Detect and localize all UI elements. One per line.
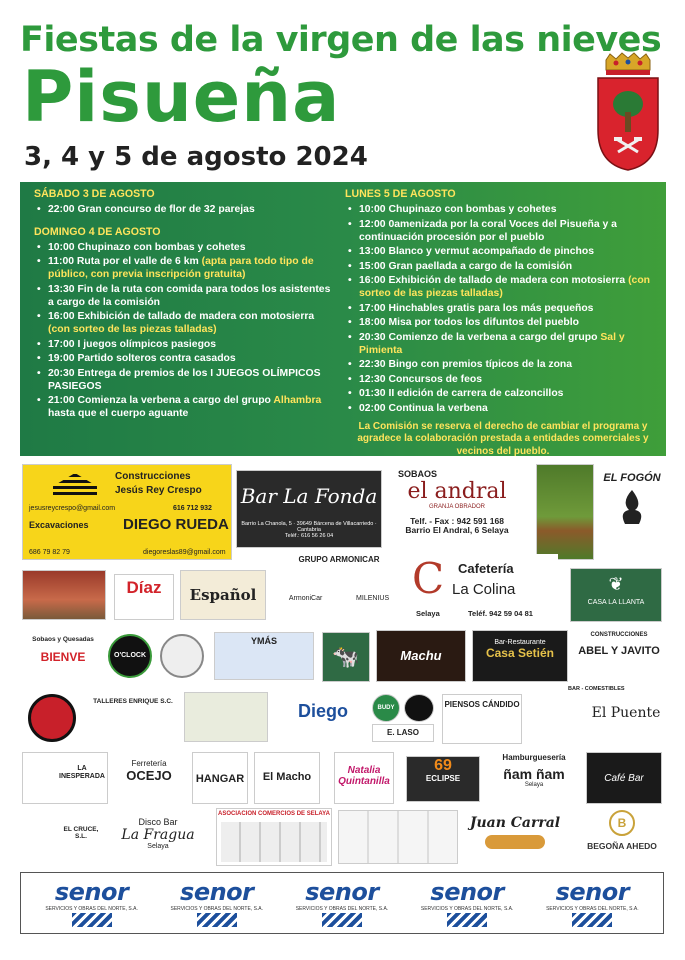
sponsor-diaz	[114, 574, 174, 620]
event-highlight: Alhambra	[273, 395, 322, 406]
sponsor-nam-town: Selaya	[524, 782, 544, 789]
sponsor-eclipse-name: ECLIPSE	[425, 773, 461, 783]
sponsor-building-photo	[22, 570, 106, 620]
event-highlight: (apta para todo tipo de público, con previa inscripción gratuita)	[48, 256, 314, 280]
day-heading-sunday: DOMINGO 4 DE AGOSTO	[34, 225, 161, 238]
cow-icon: 🐄	[332, 643, 360, 669]
sponsor-puente-top: BAR - COMESTIBLES	[568, 686, 625, 692]
sponsor-oclock-name: O'CLOCK	[114, 652, 146, 660]
sponsor-begona-name: BEGOÑA AHEDO	[587, 841, 657, 851]
commission-note: La Comisión se reserva el derecho de cambiar el programa y agradece la colaboración prestada a entidades comerciales y vecinos del pueblo.	[357, 420, 649, 457]
sponsor-armonicar-group: GRUPO ARMONICAR	[298, 555, 380, 564]
sponsor-oclock	[108, 634, 152, 678]
sponsor-jesus-email: jesusreycrespo@gmail.com	[29, 505, 116, 512]
sponsor-collage	[338, 810, 458, 864]
sponsor-ocejo	[114, 752, 184, 804]
senor-name: senor	[54, 877, 129, 906]
event-text: 22:00 Gran concurso de flor de 32 parejas	[48, 204, 255, 215]
sponsor-abel-name: ABEL Y JAVITO	[578, 644, 660, 657]
sponsor-cafebar-name: Café Bar	[604, 772, 644, 784]
sponsor-asociacion-name: ASOCIACION COMERCIOS DE SELAYA	[218, 811, 330, 817]
event-text: 01:30 II edición de carrera de calzoncillos	[359, 388, 564, 399]
senor-name: senor	[555, 877, 630, 906]
sponsor-colina-phone: Teléf. 942 59 04 81	[468, 609, 533, 618]
sponsor-espanol-name: Español	[189, 585, 257, 604]
sponsor-ocejo-name: OCEJO	[126, 767, 172, 783]
title-line-1: Fiestas de la virgen de las nieves	[20, 20, 662, 60]
sponsor-armonicar	[272, 554, 406, 620]
sponsor-casa-la-llanta	[570, 568, 662, 622]
sponsor-fonda-name: Bar La Fonda	[240, 484, 378, 508]
stripes-icon	[72, 913, 112, 927]
event-item	[345, 387, 661, 400]
event-text: 10:00 Chupinazo con bombas y cohetes	[48, 241, 246, 253]
fire-icon	[609, 488, 655, 528]
senor-sub: SERVICIOS Y OBRAS DEL NORTE, S.A.	[170, 905, 264, 912]
senor-sub: SERVICIOS Y OBRAS DEL NORTE, S.A.	[420, 905, 514, 912]
stripes-icon	[322, 913, 362, 927]
event-text: 19:00 Partido solteros contra casados	[48, 353, 236, 364]
program-right-column	[345, 188, 661, 458]
event-text: 21:00 Comienza la verbena a cargo del grupo	[48, 395, 274, 406]
house-icon	[53, 473, 97, 495]
sponsor-abel-top: CONSTRUCCIONES	[590, 632, 648, 638]
sponsor-hangar	[192, 752, 248, 804]
event-text: 12:00 0amenizada por la coral Voces del Pisueña y a continuación procesión por el pueblo	[359, 218, 617, 243]
event-text: 16:00 Exhibición de tallado de madera con motosierra	[359, 275, 629, 286]
sponsor-juan-carral	[462, 810, 568, 864]
event-text: 15:00 Gran paellada a cargo de la comisión	[359, 260, 573, 272]
events-sunday	[34, 241, 332, 421]
sponsor-machu	[376, 630, 466, 682]
event-item	[345, 260, 661, 273]
sponsor-el-macho	[254, 752, 320, 804]
sponsor-asociacion-comercios	[216, 808, 332, 866]
stripes-icon	[572, 913, 612, 927]
sponsor-macho-name: El Macho	[262, 771, 312, 783]
event-item	[345, 218, 661, 244]
sponsor-diego-name: Diego	[297, 701, 348, 721]
sponsor-nam-top: Hamburguesería	[502, 753, 566, 762]
sponsor-la-fragua	[108, 812, 208, 864]
senor-logo	[45, 877, 138, 927]
event-text: 11:00 Ruta por el valle de 6 km	[48, 256, 202, 267]
leaf-icon: ❦	[608, 574, 624, 594]
sponsor-armonicar-a: ArmoniCar	[288, 594, 323, 602]
event-highlight: Sal y Pimienta	[359, 331, 625, 356]
event-item	[34, 394, 332, 420]
event-text: 12:30 Concursos de feos	[359, 373, 482, 385]
event-highlight: (con sorteo de las piezas talladas)	[48, 324, 217, 335]
sponsor-fonda-phone: Teléf.: 616 56 26 04	[284, 533, 334, 540]
senor-sub: SERVICIOS Y OBRAS DEL NORTE, S.A.	[295, 905, 389, 912]
sponsor-natalia-quintanilla	[334, 752, 394, 804]
event-text: 20:30 Comienzo de la verbena a cargo del grupo	[359, 331, 601, 343]
sponsor-setien-name: Casa Setién	[485, 645, 555, 660]
sponsor-andral-top: SOBAOS	[398, 469, 438, 479]
program-left-column	[34, 188, 332, 422]
sponsor-talleres-name: TALLERES ENRIQUE S.C.	[93, 698, 173, 705]
sponsor-hangar-name: HANGAR	[195, 773, 245, 785]
sponsor-cruce-name: EL CRUCE, S.L.	[63, 826, 99, 841]
event-tail: hasta que el cuerpo aguante	[48, 408, 189, 419]
sponsor-insperada-name: LA INESPERADA	[59, 765, 105, 780]
sponsor-exc-phone: 686 79 82 79	[29, 549, 70, 556]
stripes-icon	[197, 913, 237, 927]
sponsor-cafe-bar	[586, 752, 662, 804]
sponsor-ocejo-top: Ferretería	[131, 759, 167, 768]
day-heading-saturday: SÁBADO 3 DE AGOSTO	[34, 188, 155, 200]
sponsor-colina-name: La Colina	[452, 581, 516, 598]
sponsor-el-fogon	[602, 464, 662, 560]
day-heading-monday: LUNES 5 DE AGOSTO	[345, 188, 456, 200]
event-item	[345, 402, 661, 415]
sponsor-el-cruce	[22, 812, 104, 864]
sponsor-fragua-pre: Disco Bar	[138, 817, 178, 827]
sponsor-fragua-name: La Fragua	[121, 826, 195, 843]
sponsor-espanol	[180, 570, 266, 620]
event-dates: 3, 4 y 5 de agosto 2024	[24, 142, 368, 172]
senor-logo	[170, 877, 264, 927]
sponsor-natalia-name: Natalia Quintanilla	[338, 765, 390, 787]
sponsor-el-puente	[548, 686, 664, 748]
sponsor-colina-town: Selaya	[416, 609, 440, 618]
senor-logo	[420, 877, 514, 927]
sponsor-begona-ahedo	[580, 808, 664, 866]
bread-icon	[485, 835, 545, 849]
event-item	[34, 203, 332, 216]
sponsor-el-andral	[386, 464, 528, 554]
event-item	[345, 245, 661, 258]
sponsor-la-fonda	[236, 470, 382, 548]
event-item	[345, 331, 661, 357]
sponsor-andral-name: el andral	[407, 478, 507, 504]
sponsor-andral-sub: GRANJA OBRADOR	[428, 504, 485, 511]
sponsor-nam-name: ñam ñam	[503, 765, 565, 782]
senor-footer	[20, 872, 664, 934]
sponsor-setien-pre: Bar-Restaurante	[494, 639, 546, 646]
event-text: 17:00 I juegos olímpicos pasiegos	[48, 338, 217, 350]
event-text: 13:00 Blanco y vermut acompañado de pinchos	[359, 246, 595, 257]
sponsors-grid	[20, 460, 666, 867]
senor-sub: SERVICIOS Y OBRAS DEL NORTE, S.A.	[546, 905, 639, 912]
sponsor-jesus-rey-crespo	[22, 464, 232, 560]
senor-name: senor	[305, 877, 379, 906]
event-highlight: (con sorteo de las piezas talladas)	[359, 275, 651, 299]
sponsor-andral-address: Barrio El Andral, 6 Selaya	[405, 525, 509, 536]
sponsor-talleres-enrique	[86, 692, 180, 742]
sponsor-puente-name: El Puente	[591, 705, 661, 722]
event-text: 13:30 Fin de la ruta con comida para todos los asistentes a cargo de la comisión	[48, 283, 331, 308]
event-item	[345, 316, 661, 329]
sponsor-llanta-name: CASA LA LLANTA	[587, 598, 645, 606]
senor-sub: SERVICIOS Y OBRAS DEL NORTE, S.A.	[45, 905, 138, 912]
event-item	[34, 367, 332, 393]
sponsor-andral-phone: Telf. - Fax : 942 591 168	[410, 515, 504, 526]
sponsor-fonda-address: Barrio La Chanola, 5 · 39649 Bárcena de Villacarriedo · Cantabria	[241, 521, 377, 534]
event-text: 22:30 Bingo con premios típicos de la zona	[359, 359, 573, 370]
coat-of-arms-icon	[592, 52, 664, 172]
letter-c-icon: C	[412, 554, 445, 603]
begona-logo-icon: B	[609, 810, 635, 836]
sponsor-abel-y-javito	[574, 630, 664, 684]
sponsor-round-dark	[404, 694, 434, 722]
event-item	[34, 255, 332, 281]
page-title: Pisueña	[22, 56, 341, 138]
event-item	[34, 352, 332, 365]
event-item	[345, 274, 661, 300]
sponsor-jesus-name: Jesús Rey Crespo	[115, 485, 202, 496]
sponsor-jesus-phone: 616 712 932	[173, 505, 212, 512]
event-item	[345, 203, 661, 216]
events-saturday	[34, 203, 332, 216]
sponsor-la-inesperada	[22, 752, 108, 804]
sponsor-red-circle	[28, 694, 76, 742]
sponsor-budy-name: BUDY	[377, 704, 395, 711]
sponsor-eclipse	[406, 756, 480, 802]
event-item	[345, 358, 661, 371]
event-item	[345, 302, 661, 315]
sponsor-colina-pre: Cafetería	[458, 561, 514, 576]
event-text: 18:00 Misa por todos los difuntos del pueblo	[359, 317, 579, 328]
event-item	[34, 241, 332, 254]
events-monday	[345, 203, 661, 415]
event-text: 20:30 Entrega de premios de los I JUEGOS OLÍMPICOS PASIEGOS	[48, 367, 321, 392]
sponsor-card	[184, 692, 268, 742]
program-panel	[20, 182, 666, 456]
sponsor-cow-photo	[536, 464, 594, 560]
sponsor-cow-logo	[322, 632, 370, 682]
sponsor-diaz-name: Díaz	[126, 578, 162, 597]
event-item	[34, 338, 332, 351]
sponsor-bienve-name: BIENVE	[40, 650, 86, 665]
event-text: 02:00 Continua la verbena	[359, 402, 488, 414]
sponsor-fragua-town: Selaya	[147, 843, 169, 851]
senor-name: senor	[180, 877, 254, 906]
senor-logo	[295, 877, 389, 927]
sponsor-armonicar-b: MILENIUS	[356, 594, 390, 602]
sponsor-budy	[372, 694, 400, 722]
event-text: 17:00 Hinchables gratis para los más pequeños	[359, 302, 594, 314]
sponsor-jesus-title: Construcciones	[115, 471, 191, 482]
sponsor-e-laso	[372, 724, 434, 742]
sponsor-machu-name: Machu	[400, 647, 442, 663]
sponsor-bienve-top: Sobaos y Quesadas	[32, 636, 94, 643]
sponsor-piensos-candido	[442, 694, 522, 744]
sponsor-nam-nam	[490, 752, 578, 804]
event-item	[345, 373, 661, 386]
senor-logo	[546, 877, 639, 927]
sponsor-juan-name: Juan Carral	[469, 815, 561, 831]
sponsor-diego	[276, 690, 370, 744]
event-text: 10:00 Chupinazo con bombas y cohetes	[359, 204, 557, 215]
sponsor-exc-name: DIEGO RUEDA	[123, 516, 229, 533]
sponsor-ymas-name: YMÁS	[250, 636, 277, 646]
sponsor-la-colina	[412, 554, 558, 624]
sponsor-piensos-name: PIENSOS CÁNDIDO	[444, 700, 520, 709]
sponsor-laso-name: E. LASO	[386, 727, 419, 737]
sponsor-exc-label: Excavaciones	[29, 520, 89, 530]
sponsor-fogon-name: EL FOGÓN	[603, 472, 661, 484]
event-text: 16:00 Exhibición de tallado de madera con motosierra	[48, 311, 315, 322]
sponsor-ymas	[214, 632, 314, 680]
senor-name: senor	[430, 877, 504, 906]
sponsor-round-seal	[160, 634, 204, 678]
event-item	[34, 310, 332, 336]
stripes-icon	[447, 913, 487, 927]
event-item	[34, 283, 332, 309]
sponsor-eclipse-number: 69	[434, 757, 452, 774]
sponsor-casa-setien	[472, 630, 568, 682]
sponsor-exc-email: diegoreslas89@gmail.com	[143, 549, 226, 556]
sponsor-bienve	[22, 632, 104, 682]
